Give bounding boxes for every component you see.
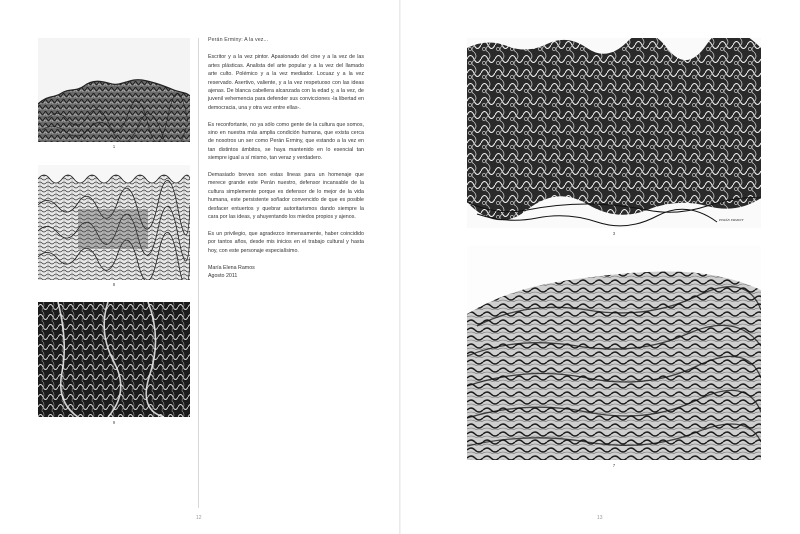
artwork-signature: PERÁN ERMINY bbox=[719, 218, 744, 222]
paragraph: Demasiado breves son estas líneas para un homenaje que merece grande este Perán nuestro, defensor incansable de la cultura simplemente porque es defensor de lo mejor de la vida humana, este persistente soñador convencido de que es posible desfacer entuertos y quebrar autoritarismos dando siempre la cara por las ideas, y ahuyentando los miedos propios y ajenos. bbox=[208, 172, 364, 221]
signature-date: Agosto 2011 bbox=[208, 272, 238, 279]
paragraph: Escritor y a la vez pintor. Apasionado del cine y a la vez de las artes plásticas. Analista del arte popular y a la vez del llamado arte culto. Polémico y a la vez mediador. Locuaz y a la vez reservado. Asertivo, valiente, y a la vez respetuoso con las ideas ajenas. De blanca cabellera alcanzada con la edad y, a la vez, de juvenil vehemencia para defender sus convicciones -la libertad en democracia, una y otra vez entre ellas-. bbox=[208, 54, 364, 111]
paragraph: Es reconfortante, no ya sólo como gente de la cultura que somos, sino en nuestra más amplia condición humana, que exista cerca de nosotros un ser como Perán Erminy, que estando a la vez en tan distintos ámbitos, se haya mantenido en lo esencial tan siempre igual a sí mismo, tan veraz y verdadero. bbox=[208, 121, 364, 162]
page-number-right: 13 bbox=[597, 515, 603, 521]
artwork-image-4 bbox=[467, 38, 761, 228]
artwork-image-2 bbox=[38, 165, 190, 280]
figure-caption: 3 bbox=[612, 231, 616, 236]
article-text bbox=[208, 36, 364, 280]
figure-caption: 1 bbox=[112, 144, 116, 149]
column-divider bbox=[198, 38, 199, 508]
paragraph: Es un privilegio, que agradezco inmensamente, haber coincidido por tantos años, desde mis inicios en el trabajo cultural y hasta hoy, con este personaje especialísimo. bbox=[208, 230, 364, 254]
page-number-left: 12 bbox=[196, 515, 202, 521]
figure-caption: 7 bbox=[612, 463, 616, 468]
artwork-image-5 bbox=[467, 246, 761, 460]
signature-name: María Elena Ramos bbox=[208, 264, 255, 271]
figure-caption: 9 bbox=[112, 420, 116, 425]
artwork-image-1 bbox=[38, 38, 190, 142]
article-heading: Perán Erminy: A la vez... bbox=[208, 37, 269, 43]
artwork-image-3 bbox=[38, 302, 190, 417]
right-page bbox=[401, 0, 800, 534]
left-page bbox=[0, 0, 399, 534]
figure-caption: 8 bbox=[112, 282, 116, 287]
